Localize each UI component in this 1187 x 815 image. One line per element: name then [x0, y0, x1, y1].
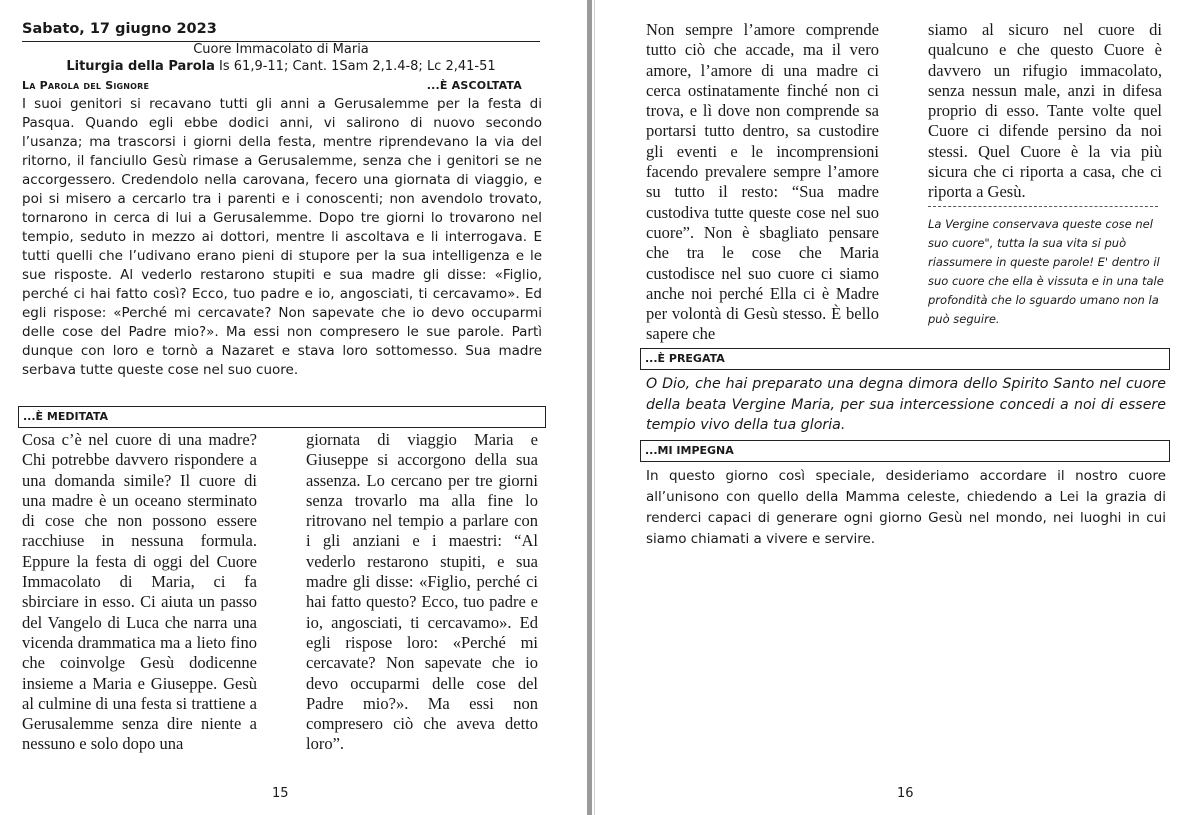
meditata-column-1: Cosa c’è nel cuore di una madre? Chi potrebbe davvero rispondere a una domanda simile? Il cuore di una madre è un oceano sterminato di cose che non possono essere racchiuse in nessuna formula. Eppure la festa di oggi del Cuore Immacolato di Maria, ci fa sbirciare in esso. Ci aiuta un passo del Vangelo di Luca che narra una vicenda drammatica ma a lieto fino che coinvolge Gesù dodicenne insieme a Maria e Giuseppe. Gesù al culmine di una festa si trattiene a Gerusalemme senza dire niente a nessuno e solo dopo una	[22, 430, 257, 754]
page-gutter	[584, 0, 602, 815]
pregata-heading: ...È PREGATA	[640, 348, 1170, 370]
liturgy-label: Liturgia della Parola	[66, 59, 215, 74]
impegno-text: In questo giorno così speciale, desideriamo accordare il nostro cuore all’unisono con quello della Mamma celeste, chiedendo a Lei la grazia di renderci capaci di generare ogni giorno Gesù nel mondo, nei luoghi in cui siamo chiamati a vivere e servire.	[646, 468, 1166, 547]
page-number-right: 16	[897, 786, 914, 801]
meditata-column-2: giornata di viaggio Maria e Giuseppe si accorgono della sua assenza. Lo cercano per tre giorni senza trovarlo ma alla fine lo ritrovano nel tempio a parlare con i gli anziani e i maestri: “Al vederlo restarono stupiti, e sua madre gli disse: «Figlio, perché ci hai fatto questo? Ecco, tuo padre e io, angosciati, ti cercavamo». Ed egli rispose loro: «Perché mi cercavate? Non sapevate che io devo occuparmi delle cose del Padre mio?». Ma essi non compresero ciò che aveva detto loro”.	[306, 430, 538, 754]
left-page	[0, 0, 584, 815]
page-number-left: 15	[272, 786, 289, 801]
prayer-text: O Dio, che hai preparato una degna dimora dello Spirito Santo nel cuore della beata Vergine Maria, per sua intercessione concedi a noi di essere tempio vivo della tua gloria.	[646, 376, 1166, 433]
gutter-line	[594, 0, 595, 815]
right-column-2: siamo al sicuro nel cuore di qualcuno e che questo Cuore è davvero un rifugio immacolato, senza nessun male, anzi in difesa proprio di esso. Tante volte quel Cuore ci difende persino da noi stessi. Quel Cuore è la via più sicura che ci riporta a casa, che ci riporta a Gesù.	[928, 20, 1162, 202]
gutter-bar	[587, 0, 592, 815]
gospel-text: I suoi genitori si recavano tutti gli anni a Gerusalemme per la festa di Pasqua. Quando egli ebbe dodici anni, vi salirono di nuovo secondo l’usanza; ma trascorsi i giorni della festa, mentre riprendevano la via del ritorno, il fanciullo Gesù rimase a Gerusalemme, senza che i genitori se ne accorgessero. Credendolo nella carovana, fecero una giornata di viaggio, e poi si misero a cercarlo tra i parenti e i conoscenti; non avendolo trovato, tornarono in cerca di lui a Gerusalemme. Dopo tre giorni lo trovarono nel tempio, seduto in mezzo ai dottori, mentre li ascoltava e li interrogava. E tutti quelli che l’udivano erano pieni di stupore per la sua intelligenza e le sue risposte. Al vederlo restarono stupiti e sua madre gli disse: «Figlio, perché ci hai fatto così? Ecco, tuo padre e io, angosciati, ti cercavamo». Ed egli rispose: «Perché mi cercavate? Non sapevate che io devo occuparmi delle cose del Padre mio?». Ma essi non compresero le sue parole. Partì dunque con loro e tornò a Nazaret e stava loro sottomesso. Sua madre serbava tutte queste cose nel suo cuore.	[22, 96, 542, 378]
feast-title: Cuore Immacolato di Maria	[193, 42, 369, 57]
meditata-heading: ...È MEDITATA	[18, 406, 546, 428]
quote-divider	[928, 206, 1158, 207]
parola-heading-label: La Parola del Signore	[22, 79, 150, 92]
liturgy-refs: Is 61,9-11; Cant. 1Sam 2,1.4-8; Lc 2,41-51	[219, 59, 496, 74]
impegna-heading: ...MI IMPEGNA	[640, 440, 1170, 462]
right-column-1: Non sempre l’amore comprende tutto ciò che accade, ma il vero amore, l’amore di una madre ci cerca ostinatamente finché non ci trova, e lì dove non comprende sa portarsi tutto dentro, sa custodire gli eventi e le incomprensioni facendo prevalere sempre l’amore su tutto il resto: “Sua madre custodiva tutte queste cose nel suo cuore”. Non è sbagliato pensare che tra le cose che Maria custodisce nel suo cuore ci siamo anche noi perché Ella ci è Madre per volontà di Gesù stesso. È bello sapere che	[646, 20, 879, 344]
parola-heading	[22, 79, 522, 92]
quote-text: La Vergine conservava queste cose nel suo cuore", tutta la sua vita si può riassumere in queste parole! E' dentro il suo cuore che ella è vissuta e in una tale profondità che lo sguardo umano non la può seguire.	[928, 217, 1164, 326]
date-heading: Sabato, 17 giugno 2023	[22, 21, 217, 37]
liturgy-line	[22, 59, 540, 74]
ascoltata-tag: ...È ASCOLTATA	[426, 79, 522, 92]
